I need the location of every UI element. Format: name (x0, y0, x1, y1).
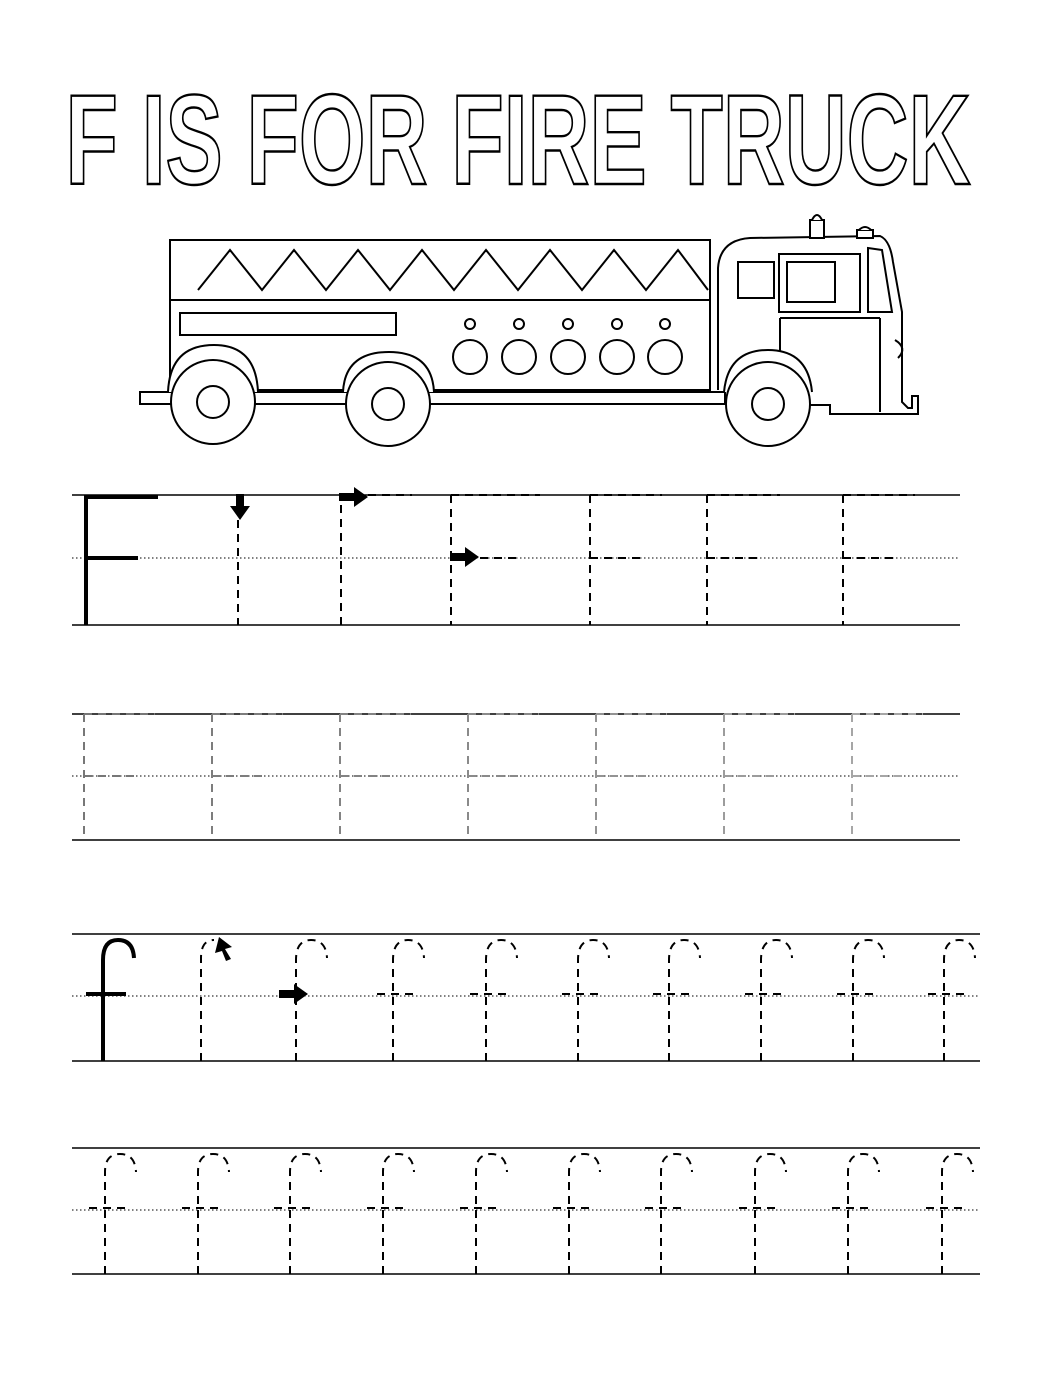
stroke-order-arrows (215, 937, 308, 1004)
dashed-traceable-letters (238, 495, 915, 625)
arrow-up-curve-icon (215, 937, 232, 961)
arrow-right-icon (339, 487, 368, 507)
dashed-traceable-letters (89, 1154, 973, 1274)
model-letter-lowercase (86, 940, 134, 1061)
worksheet-title (0, 72, 1050, 202)
fire-truck-icon (0, 205, 1050, 460)
arrow-right-icon (279, 984, 308, 1004)
lowercase-f-dashed-row (0, 1135, 1050, 1285)
uppercase-f-tracing-row (0, 478, 1050, 638)
arrow-right-icon (450, 547, 479, 567)
faded-traceable-letters (84, 714, 923, 840)
arrow-down-icon (230, 494, 250, 520)
title-text: F IS FOR FIRE TRUCK (65, 72, 971, 202)
stroke-order-arrows (230, 487, 479, 567)
model-letter-uppercase (86, 495, 158, 625)
lowercase-f-tracing-row (0, 920, 1050, 1070)
dashed-traceable-letters (201, 940, 975, 1061)
uppercase-f-faded-row (0, 700, 1050, 850)
